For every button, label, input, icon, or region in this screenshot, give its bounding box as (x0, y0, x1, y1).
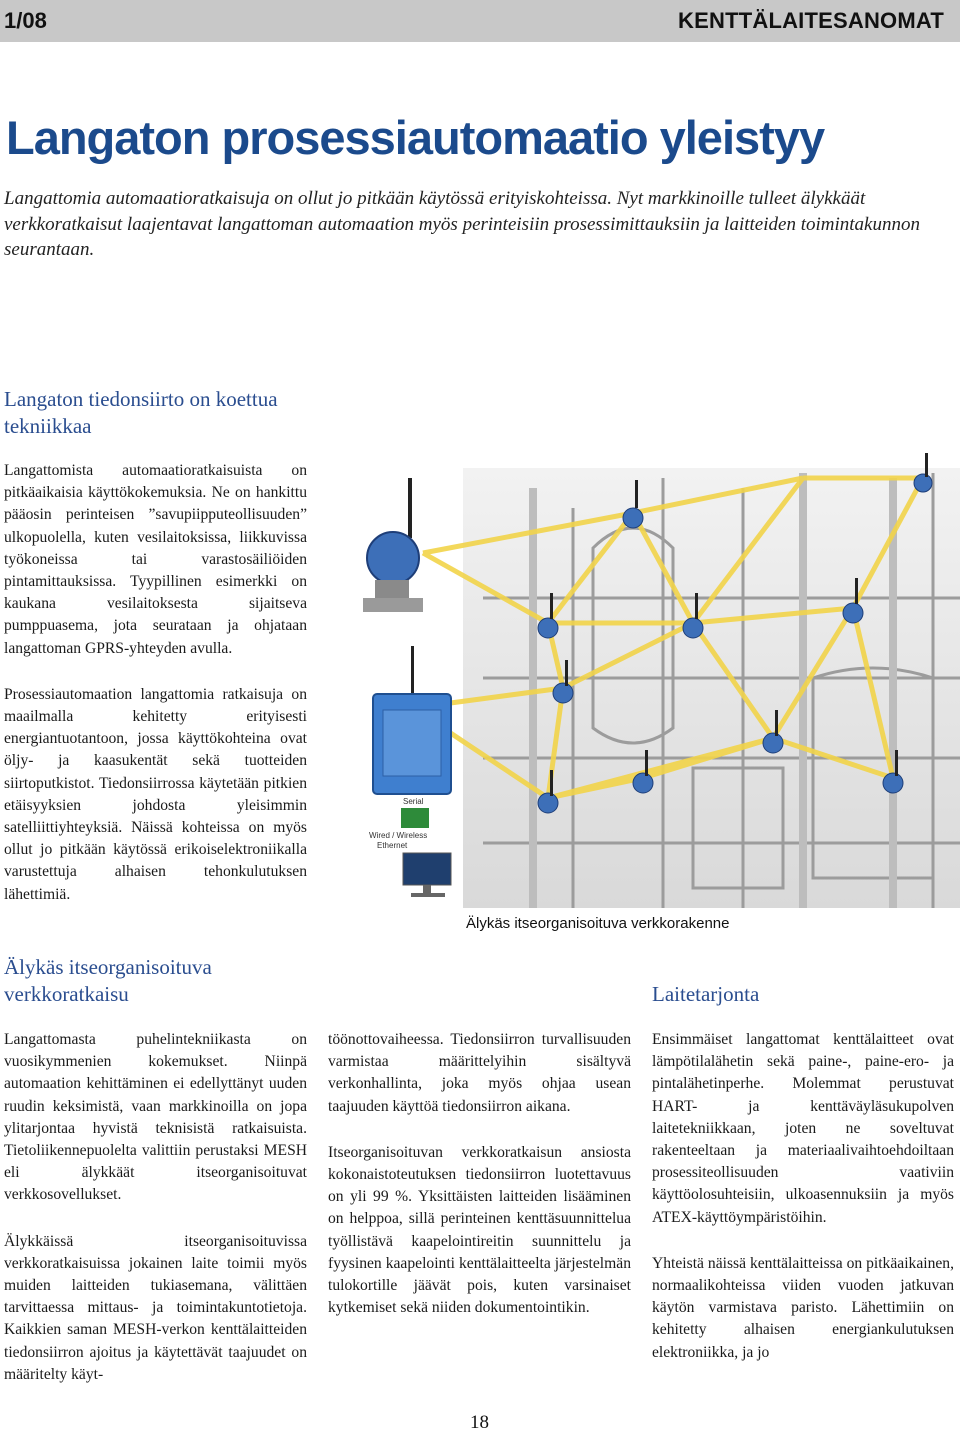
paragraph: Prosessiautomaation langattomia ratkaisuja on maailmalla kehitetty erityisesti energiantuotantoon, jossa käyttökohteina ovat öljy- ja kaasukentät sekä tuotteiden siirtoputkistot. Tiedonsiirrossa käytetään pitkien etäisyyksien johdosta yleisimmin satelliittiyhteyksiä. Näissä kohteissa on myös ollut jo pitkään käytössä erikoiselektroniikalla varustettuja alhaisen tehonkulutuksen lähettimiä. (4, 685, 307, 903)
magazine-name: KENTTÄLAITESANOMAT (678, 8, 944, 33)
issue-number: 1/08 (4, 8, 47, 33)
mesh-network-figure (333, 448, 960, 908)
middle-column-body (328, 1029, 631, 1319)
page-number: 18 (470, 1412, 489, 1433)
paragraph: Älykkäissä itseorganisoituvissa verkkoratkaisuissa jokainen laite toimii myös muiden laitteiden tukiasemana, välittäen tarvittaessa mittaus- ja toimintakuntotietoja. Kaikkien saman MESH-verkon kenttälaitteiden tiedonsiirron ajoitus ja käytettävät taajuudet on määritelty käyt- (4, 1232, 307, 1383)
article-lead: Langattomia automaatioratkaisuja on ollut jo pitkään käytössä erityiskohteissa. Nyt markkinoille tulleet älykkäät verkkoratkaisut laajentavat langattoman automaation myös perinteisiin prosessimittauksiin ja laitteiden toimintakunnon seurantaan. (4, 188, 920, 260)
paragraph: Itseorganisoituvan verkkoratkaisun ansiosta kokonaistoteutuksen tiedonsiirron luotettavuus on yli 99 %. Yksittäisten laitteiden lisääminen on helppoa, sillä perinteinen kenttäsuunnittelua työllistävä kaapelointireitin suunnittelu ja fyysinen kaapelointi kenttälaitteelta järjestelmän tulokortille jäävät pois, kuten varsinaiset kytkemiset sekä niiden dokumentointikin. (328, 1143, 631, 1317)
section-heading-device-offering: Laitetarjonta (652, 982, 760, 1006)
section-body-mesh-solution (4, 1029, 307, 1386)
paragraph: Langattomista automaatioratkaisuista on pitkäaikaisia käyttökokemuksia. Ne on hankittu pääosin perinteisen ”savupiipputeollisuuden” ulkopuolella, kuten vesilaitoksissa, liikkuvissa työkoneissa tai varastosäiliöiden pintamittauksissa. Tyypillinen esimerkki on kaukana vesilaitoksesta sijaitseva pumppuasema, jota seurataan ja ohjataan langattoman GPRS-yhteyden avulla. (4, 462, 307, 657)
article-title: Langaton prosessiautomaatio yleistyy (6, 111, 825, 164)
header-bar (0, 0, 960, 42)
serial-module-icon (401, 808, 429, 828)
wired-label: Wired / Wireless (369, 831, 428, 840)
paragraph: Yhteistä näissä kenttälaitteissa on pitkäaikainen, normaalikohteissa viiden vuoden jatkuvan käytön varmistava paristo. Lähettimiin on kehitetty alhaisen energiankulutuksen elektroniikka, ja jo (652, 1254, 954, 1361)
paragraph: Langattomasta puhelintekniikasta on vuosikymmenien kokemukset. Niinpä automaation kehittäminen ei edellyttänyt uuden ruudin keksimistä, vaan markkinoilla on jopa ylitarjontaa hyvistä teknisistä ratkaisuista. Tietoliikennepuolelta valittiin perustaksi MESH eli älykkäät itseorganisoituvat verkkosovellukset. (4, 1031, 307, 1204)
section-body-wireless-transfer (4, 460, 307, 906)
figure-caption: Älykäs itseorganisoituva verkkorakenne (466, 915, 730, 932)
paragraph: Ensimmäiset langattomat kenttälaitteet ovat lämpötilalähetin sekä paine-, paine-ero- ja pintalähetinperhe. Molemmat perustuvat HART- ja kenttäväyläsukupolven laitetekniikkaan, joten ne soveltuvat rakenteeltaan ja materiaalivaihtoehdoiltaan prosessiteollisuuden vaativiin käyttöolosuhteisiin, ulkoasennuksiin ja myös ATEX-käyttöympäristöihin. (652, 1031, 954, 1226)
ethernet-label: Ethernet (377, 841, 408, 850)
section-heading-wireless-transfer: Langaton tiedonsiirto on koettua tekniikkaa (4, 387, 278, 438)
section-body-device-offering (652, 1029, 954, 1364)
paragraph: töönottovaiheessa. Tiedonsiirron turvallisuuden varmistaa määrittelyihin sisältyvä verkonhallinta, joka myös ohjaa usean taajuuden käyttöä tiedonsiirron aikana. (328, 1031, 631, 1115)
section-heading-mesh-solution: Älykäs itseorganisoituva verkkoratkaisu (4, 955, 212, 1006)
serial-label: Serial (403, 797, 424, 806)
